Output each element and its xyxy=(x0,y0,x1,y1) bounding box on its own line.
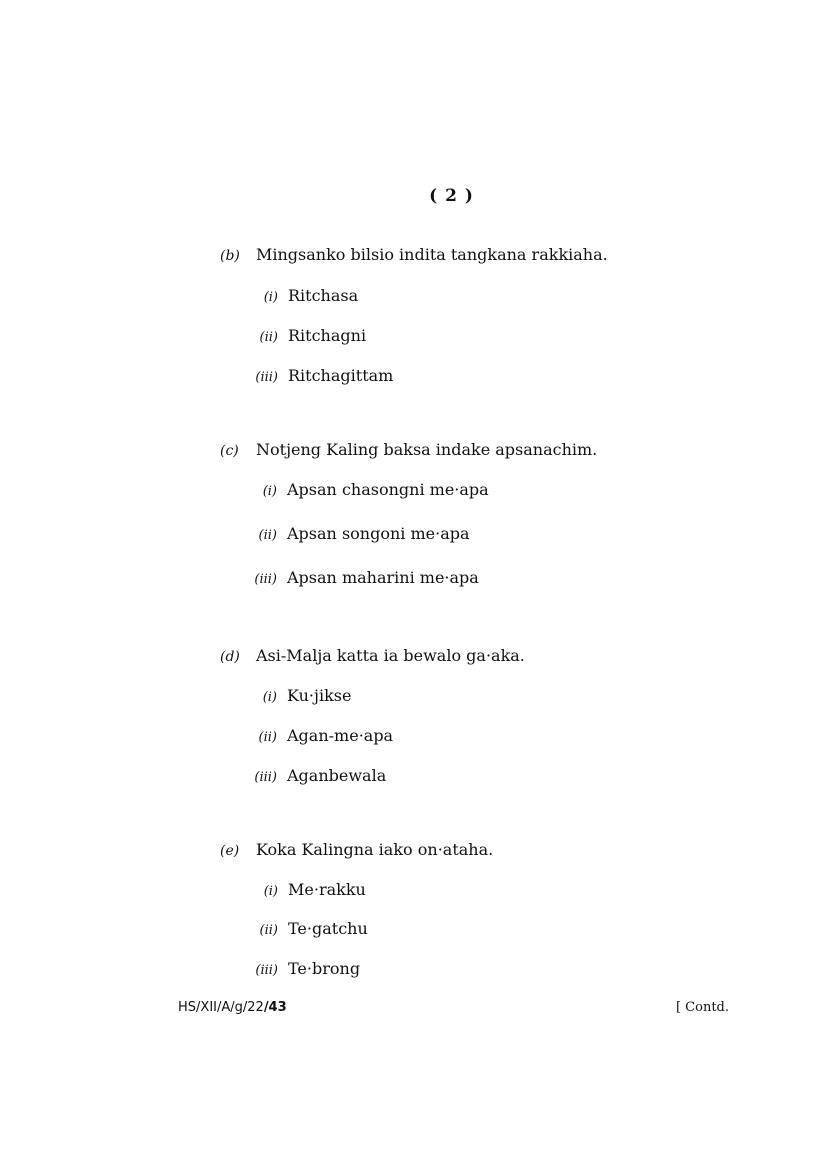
option-b-iii xyxy=(248,366,393,385)
page-number: ( 2 ) xyxy=(429,186,474,206)
question-e xyxy=(220,840,493,859)
option-text: Apsan chasongni me·apa xyxy=(287,480,489,499)
continued-label: [ Contd. xyxy=(675,1000,729,1015)
option-text: Aganbewala xyxy=(287,766,387,785)
option-text: Ritchagittam xyxy=(288,366,394,385)
option-tag: (iii) xyxy=(254,770,277,785)
question-tag: (e) xyxy=(220,843,240,859)
option-text: Ritchagni xyxy=(288,326,367,345)
question-text: Mingsanko bilsio indita tangkana rakkiaha. xyxy=(256,245,608,264)
question-b xyxy=(220,245,608,264)
question-text: Asi-Malja katta ia bewalo ga·aka. xyxy=(256,646,525,665)
question-tag: (d) xyxy=(220,649,240,665)
option-tag: (iii) xyxy=(254,572,277,587)
option-e-ii xyxy=(248,919,368,938)
option-c-ii xyxy=(247,524,470,543)
option-tag: (i) xyxy=(262,484,277,499)
option-tag: (i) xyxy=(263,884,278,899)
option-b-ii xyxy=(248,326,366,345)
option-text: Me·rakku xyxy=(288,880,366,899)
option-text: Apsan songoni me·apa xyxy=(287,524,470,543)
option-text: Ritchasa xyxy=(288,286,359,305)
option-tag: (ii) xyxy=(258,730,277,745)
option-text: Apsan maharini me·apa xyxy=(287,568,479,587)
option-text: Agan-me·apa xyxy=(287,726,394,745)
question-text: Koka Kalingna iako on·ataha. xyxy=(256,840,494,859)
question-tag: (b) xyxy=(220,248,240,264)
question-c xyxy=(220,440,597,459)
option-tag: (ii) xyxy=(259,923,278,938)
option-text: Te·brong xyxy=(288,959,361,978)
option-d-i xyxy=(247,686,351,705)
option-d-iii xyxy=(247,766,386,785)
option-tag: (iii) xyxy=(255,370,278,385)
paper-code xyxy=(178,1000,287,1015)
option-tag: (ii) xyxy=(258,528,277,543)
option-tag: (i) xyxy=(262,690,277,705)
option-text: Ku·jikse xyxy=(287,686,352,705)
question-d xyxy=(220,646,525,665)
option-tag: (iii) xyxy=(255,963,278,978)
question-tag: (c) xyxy=(220,443,239,459)
option-tag: (ii) xyxy=(259,330,278,345)
option-tag: (i) xyxy=(263,290,278,305)
option-c-iii xyxy=(247,568,479,587)
paper-code-prefix: HS/XII/A/g/22 xyxy=(178,1000,264,1015)
paper-code-suffix: /43 xyxy=(263,1000,287,1015)
question-text: Notjeng Kaling baksa indake apsanachim. xyxy=(256,440,598,459)
option-e-iii xyxy=(248,959,360,978)
option-e-i xyxy=(248,880,366,899)
option-c-i xyxy=(247,480,489,499)
option-text: Te·gatchu xyxy=(288,919,368,938)
option-b-i xyxy=(248,286,358,305)
option-d-ii xyxy=(247,726,393,745)
